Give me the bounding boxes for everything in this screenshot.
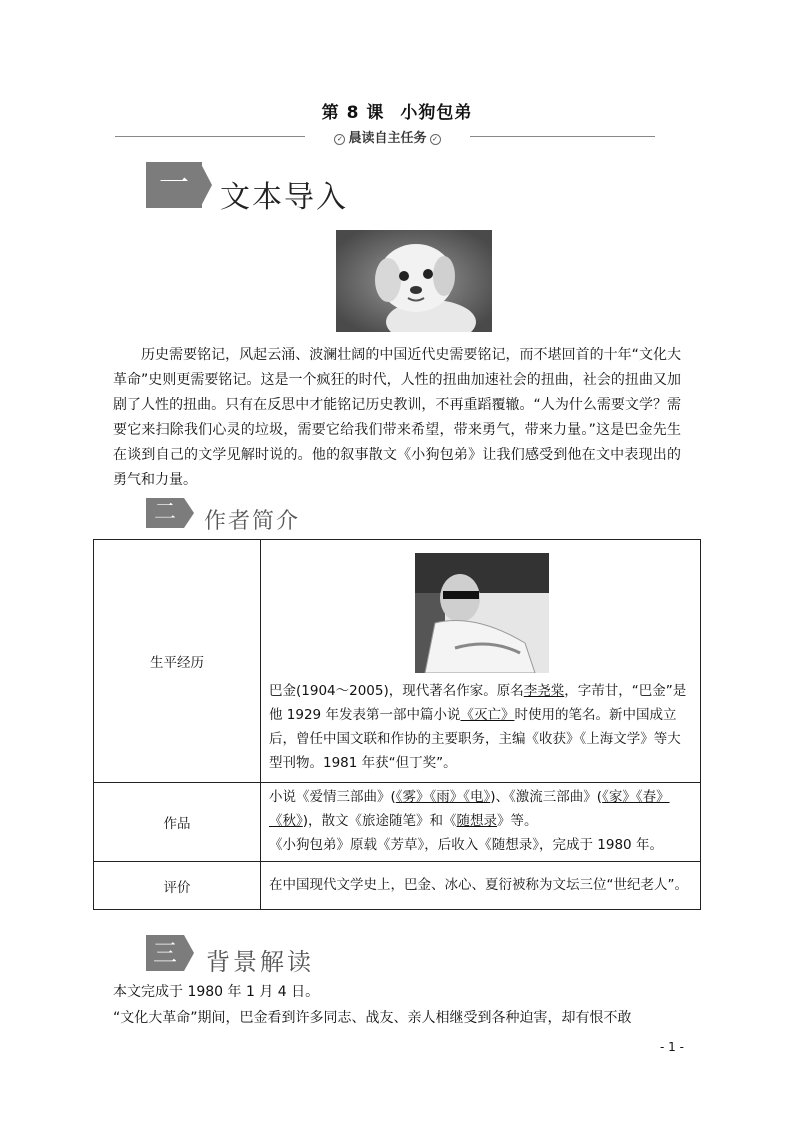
background-line-2: “文化大革命”期间，巴金看到许多同志、战友、亲人相继受到各种迫害，却有恨不敢 [113, 1010, 632, 1026]
trilogy-torrent-titles: 《家》《春》《秋》 [269, 789, 670, 829]
row-content-works [261, 783, 701, 862]
intro-paragraph [113, 343, 681, 493]
works-line-1: 小说《爱情三部曲》(《雾》《雨》《电》)、《激流三部曲》(《家》《春》《秋》)，散文《旅途随笔》和《随想录》等。 [269, 789, 670, 829]
row-content-evaluation: 在中国现代文学史上，巴金、冰心、夏衍被称为文坛三位“世纪老人”。 [261, 862, 701, 910]
section-2-title: 作者简介 [204, 509, 301, 534]
lesson-title: 小狗包弟 [400, 103, 473, 123]
row-label-life: 生平经历 [94, 540, 261, 783]
row-label-evaluation: 评价 [94, 862, 261, 910]
section-3-number: 三 [153, 939, 177, 967]
background-line-1: 本文完成于 1980 年 1 月 4 日。 [113, 984, 320, 1000]
lesson-number: 第 8 课 [321, 103, 385, 123]
table-row [94, 862, 701, 910]
row-label-works: 作品 [94, 783, 261, 862]
header-subtitle [300, 127, 475, 146]
section-1-title: 文本导入 [220, 180, 348, 215]
ornament-icon: ✓ [430, 134, 441, 145]
ornament-icon: ✓ [334, 134, 345, 145]
page-title [0, 98, 794, 123]
dog-photo [336, 230, 492, 332]
essay-collection-title: 随想录 [456, 813, 498, 829]
first-novel-title: 《灭亡》 [460, 707, 515, 723]
life-text: ，字芾甘，“巴金”是他 1929 年发表第一部中篇小说 [269, 683, 687, 723]
original-name: 李尧棠 [523, 683, 565, 699]
author-photo [415, 553, 549, 673]
page-number: - 1 - [660, 1040, 684, 1054]
trilogy-love-titles: 《雾》《雨》《电》 [395, 789, 491, 805]
table-row [94, 540, 701, 783]
works-line-2: 《小狗包弟》原载《芳草》，后收入《随想录》，完成于 1980 年。 [269, 837, 663, 853]
header-rule-left [115, 136, 305, 137]
row-content-life [261, 540, 701, 783]
section-3-title: 背景解读 [206, 948, 314, 976]
section-1-number: 一 [159, 166, 189, 201]
author-table [93, 539, 701, 910]
intro-text: 历史需要铭记，风起云涌、波澜壮阔的中国近代史需要铭记，而不堪回首的十年“文化大革命”史则更需要铭记。这是一个疯狂的时代，人性的扭曲加速社会的扭曲，社会的扭曲又加剧了人性的扭曲。只有在反思中才能铭记历史教训，不再重蹈覆辙。“人为什么需要文学？需要它来扫除我们心灵的垃圾，需要它给我们带来希望，带来勇气，带来力量。”这是巴金先生在谈到自己的文学见解时说的。他的叙事散文《小狗包弟》让我们感受到他在文中表现出的勇气和力量。 [113, 347, 681, 488]
subtitle-text: 晨读自主任务 [348, 131, 427, 146]
life-text: 时使用的笔名。新中国成立后，曾任中国文联和作协的主要职务，主编《收获》《上海文学》等大型刊物。1981 年获“但丁奖”。 [269, 707, 681, 771]
section-2-number: 二 [153, 500, 176, 525]
header-rule-right [470, 136, 655, 137]
table-row [94, 783, 701, 862]
life-text: 巴金(1904～2005)，现代著名作家。原名 [269, 683, 524, 699]
